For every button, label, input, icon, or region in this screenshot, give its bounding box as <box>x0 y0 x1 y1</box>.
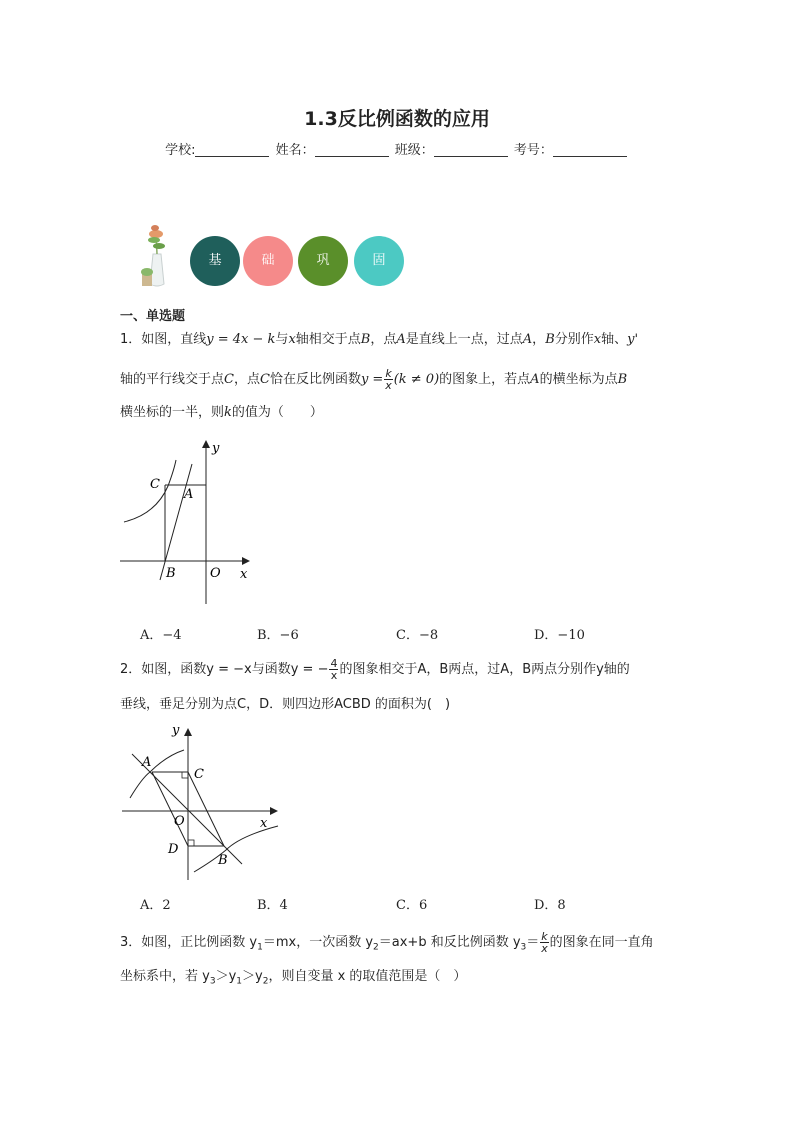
q1-text: 轴相交于点 <box>295 332 361 347</box>
q2-eq: y = − <box>290 662 329 677</box>
number-label: 考号： <box>513 143 553 158</box>
label-x: x <box>240 567 248 582</box>
name-blank <box>315 142 389 157</box>
q2-figure <box>118 718 282 884</box>
q3-line1 <box>120 931 680 958</box>
vase-plant-icon <box>136 224 178 288</box>
q1-text: ， <box>532 332 546 347</box>
q1-line1 <box>120 330 680 350</box>
badge-gu: 固 <box>354 236 404 286</box>
q1-var: y' <box>627 332 639 347</box>
q3-text: ＝mx，一次函数 y <box>262 935 374 950</box>
class-label: 班级： <box>394 143 434 158</box>
right-angle-d <box>188 840 194 846</box>
y-axis-arrow-icon <box>184 728 192 736</box>
q1-line2 <box>120 368 680 391</box>
q3-text: 3．如图，正比例函数 y <box>120 935 258 950</box>
q1-var: C <box>224 372 234 387</box>
x-axis-arrow-icon <box>270 807 278 815</box>
q2-text: 的图象相交于A，B两点，过A，B两点分别作y轴的 <box>339 662 630 677</box>
q1-fraction <box>384 368 392 391</box>
label-a: A <box>142 755 152 770</box>
label-c: C <box>194 767 204 782</box>
line-y-neg-x <box>132 754 242 864</box>
q1-var: B <box>545 332 555 347</box>
q1-var: k <box>224 405 232 420</box>
q1-text: 的图象上，若点 <box>439 372 531 387</box>
q3-text: ＞y <box>215 969 237 984</box>
q2-option-d: D．8 <box>534 898 566 913</box>
q2-option-a: A．2 <box>140 898 171 913</box>
class-blank <box>434 142 508 157</box>
y-axis-arrow-icon <box>202 440 210 448</box>
school-label: 学校: <box>165 143 196 158</box>
q1-text: 分别作 <box>554 332 594 347</box>
q1-text: 横坐标的一半，则 <box>120 405 225 420</box>
q1-var: A <box>396 332 406 347</box>
page-title: 1.3反比例函数的应用 <box>304 108 490 130</box>
q1-var: A <box>530 372 540 387</box>
q1-var: C <box>259 372 270 387</box>
q2-option-c: C．6 <box>396 898 428 913</box>
hyperbola-branch-right <box>194 826 278 872</box>
q3-text: ＞y <box>242 969 263 984</box>
label-o: O <box>210 566 221 581</box>
q2-option-b: B．4 <box>257 898 288 913</box>
q2-frac-num: 4 <box>330 657 338 670</box>
q1-frac-num: k <box>385 367 392 380</box>
badge-gong: 巩 <box>298 236 348 286</box>
q1-text: 的值为（ ） <box>231 405 323 420</box>
label-a: A <box>184 487 194 502</box>
q1-var: x <box>288 332 296 347</box>
q1-text: ，点 <box>370 332 397 347</box>
q3-sub: 2 <box>262 976 269 987</box>
label-d: D <box>168 842 179 857</box>
q2-line2: 垂线，垂足分别为点C，D．则四边形ACBD 的面积为( ) <box>120 697 451 712</box>
q2-frac-den: x <box>330 669 338 682</box>
q1-option-c: C．−8 <box>396 628 439 643</box>
q3-sub: 1 <box>257 942 263 953</box>
q3-frac-num: k <box>541 930 548 943</box>
q2-line1 <box>120 658 680 681</box>
q1-eq: (k ≠ 0) <box>393 372 440 387</box>
q1-option-a: A．−4 <box>140 628 182 643</box>
q3-frac-den: x <box>541 942 548 955</box>
q3-line2 <box>120 967 680 992</box>
q3-sub: 3 <box>209 976 216 987</box>
segment-ad <box>152 772 188 846</box>
q1-eq: y = <box>360 372 384 387</box>
q2-fraction <box>329 658 338 681</box>
label-b: B <box>218 853 228 868</box>
x-axis-arrow-icon <box>242 557 250 565</box>
label-x: x <box>260 816 268 831</box>
q1-eq: y = 4x − k <box>206 332 276 347</box>
q1-line3 <box>120 403 680 423</box>
q3-text: 的图象在同一直角 <box>549 935 654 950</box>
badge-chu: 础 <box>243 236 293 286</box>
q1-text: 的横坐标为点 <box>539 372 618 387</box>
q1-var: x <box>593 332 602 347</box>
q3-text: ＝ <box>526 935 540 950</box>
q1-option-b: B．−6 <box>257 628 299 643</box>
number-blank <box>553 142 627 157</box>
q1-frac-den: x <box>385 379 392 392</box>
label-y: y <box>212 441 220 456</box>
hyperbola-branch-left <box>130 750 184 798</box>
q3-text: ，则自变量 x 的取值范围是（ ） <box>268 969 467 984</box>
q2-eq: y = −x <box>206 662 252 677</box>
q3-sub: 2 <box>373 942 379 953</box>
student-info-line <box>0 139 794 158</box>
segment-cb <box>188 772 224 846</box>
q1-text: ，点 <box>233 372 260 387</box>
label-c: C <box>150 477 160 492</box>
q1-figure <box>116 436 256 608</box>
q2-text: 2．如图，函数 <box>120 662 207 677</box>
q3-text: 坐标系中，若 y <box>120 969 210 984</box>
q1-text: 轴、 <box>601 332 628 347</box>
q3-sub: 3 <box>520 942 527 953</box>
q1-text: 恰在反比例函数 <box>269 372 361 387</box>
q1-text: 与 <box>275 332 289 347</box>
q3-sub: 1 <box>236 976 242 987</box>
label-y: y <box>172 723 180 738</box>
q1-text: 轴的平行线交于点 <box>120 372 225 387</box>
label-b: B <box>166 566 176 581</box>
q3-text: ＝ax+b 和反比例函数 y <box>378 935 521 950</box>
q2-text: 与函数 <box>251 662 291 677</box>
school-blank <box>195 142 269 157</box>
name-label: 姓名： <box>275 143 315 158</box>
q1-var: B <box>617 372 628 387</box>
q1-text: 是直线上一点，过点 <box>405 332 523 347</box>
q3-fraction <box>540 931 548 954</box>
badge-ji: 基 <box>190 236 240 286</box>
right-angle-c <box>182 772 188 778</box>
q1-option-d: D．−10 <box>534 628 585 643</box>
q1-var: A <box>522 332 533 347</box>
label-o: O <box>174 814 185 829</box>
q1-var: B <box>360 332 371 347</box>
q1-text: 1．如图，直线 <box>120 332 207 347</box>
section-heading: 一、单选题 <box>120 309 186 324</box>
